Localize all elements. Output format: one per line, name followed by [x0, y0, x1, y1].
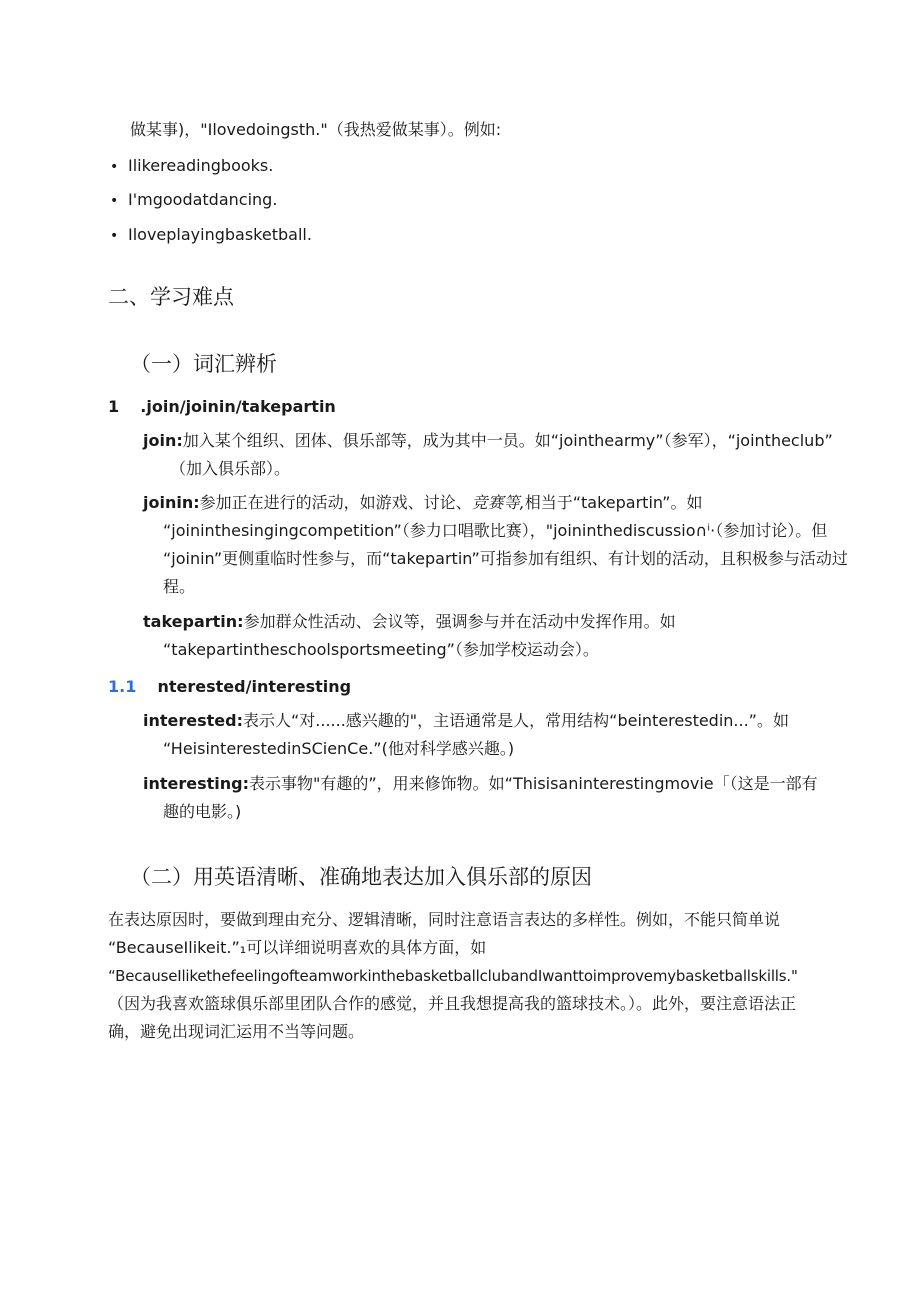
intro-line: 做某事)，"Ilovedoingsth."（我热爱做某事）。例如: — [130, 120, 502, 139]
definition-text: （加入俱乐部）。 — [170, 459, 291, 478]
term-interested: interested: — [143, 711, 243, 730]
term-takepartin: takepartin: — [143, 612, 244, 631]
example-item: Iloveplayingbasketball. — [128, 225, 312, 244]
definition-interested — [143, 711, 789, 731]
paragraph-line: 确，避免出现词汇运用不当等问题。 — [108, 1022, 365, 1041]
item-title: .join/joinin/takepartin — [140, 397, 336, 416]
subsection-heading: （一）词汇辨析 — [130, 352, 277, 376]
term-join: join: — [143, 431, 183, 450]
example-item: Ilikereadingbooks. — [128, 156, 274, 175]
example-item: I'mgoodatdancing. — [128, 190, 278, 209]
paragraph-line: 在表达原因时，要做到理由充分、逻辑清晰，同时注意语言表达的多样性。例如，不能只简单说 — [108, 910, 781, 929]
definition-text: 竞赛等, — [471, 493, 525, 512]
item-title: nterested/interesting — [157, 677, 352, 696]
definition-text: 表示事物"有趣的”，用来修饰物。如“Thisisaninterestingmovie「（这是一部有 — [249, 774, 818, 793]
definition-text: 表示人“对......感兴趣的"，主语通常是人，常用结构“beinterestedin...”。如 — [243, 711, 789, 730]
definition-text: 参加正在进行的活动，如游戏、讨论、 — [199, 493, 472, 512]
definition-takepartin — [143, 612, 676, 632]
definition-text: “takepartintheschoolsportsmeeting”（参加学校运动会）。 — [163, 640, 599, 659]
subsection-heading: （二）用英语清晰、准确地表达加入俱乐部的原因 — [130, 865, 592, 889]
bullet-icon: • — [110, 228, 119, 244]
definition-text: “HeisinterestedinSCienCe.”(他对科学感兴趣。) — [163, 739, 515, 758]
definition-interesting — [143, 774, 818, 794]
bullet-icon: • — [110, 159, 119, 175]
definition-text: 趣的电影。) — [163, 802, 242, 821]
item-number: 1.1 — [108, 677, 137, 696]
definition-text: “joininthesingingcompetition”（参力口唱歌比赛），"joininthediscussio∩ⁱ·（参加讨论）。但 — [163, 521, 828, 540]
definition-text: 参加群众性活动、会议等，强调参与并在活动中发挥作用。如 — [243, 612, 676, 631]
item-heading — [108, 677, 351, 697]
definition-joinin — [143, 493, 702, 513]
item-number: 1 — [108, 397, 120, 416]
section-heading: 二、学习难点 — [108, 285, 234, 309]
paragraph-line: “BecauseIlikethefeelingofteamworkinthebasketballclubandIwanttoimprovemybasketballskills." — [108, 967, 798, 985]
definition-text: 相当于“takepartin”。如 — [524, 493, 703, 512]
definition-join — [143, 431, 833, 451]
term-joinin: joinin: — [143, 493, 200, 512]
item-heading — [108, 397, 336, 417]
definition-text: “joinin”更侧重临时性参与，而“takepartin”可指参加有组织、有计划的活动，且积极参与活动过 — [163, 549, 848, 568]
definition-text: 程。 — [163, 577, 196, 596]
term-interesting: interesting: — [143, 774, 250, 793]
definition-text: 加入某个组织、团体、俱乐部等，成为其中一员。如“jointhearmy”（参军），“jointheclub” — [182, 431, 833, 450]
paragraph-line: “BecauseIlikeit.”₁可以详细说明喜欢的具体方面，如 — [108, 938, 487, 957]
paragraph-line: （因为我喜欢篮球俱乐部里团队合作的感觉，并且我想提高我的篮球技术。）。此外，要注意语法正 — [108, 994, 797, 1013]
bullet-icon: • — [110, 193, 119, 209]
